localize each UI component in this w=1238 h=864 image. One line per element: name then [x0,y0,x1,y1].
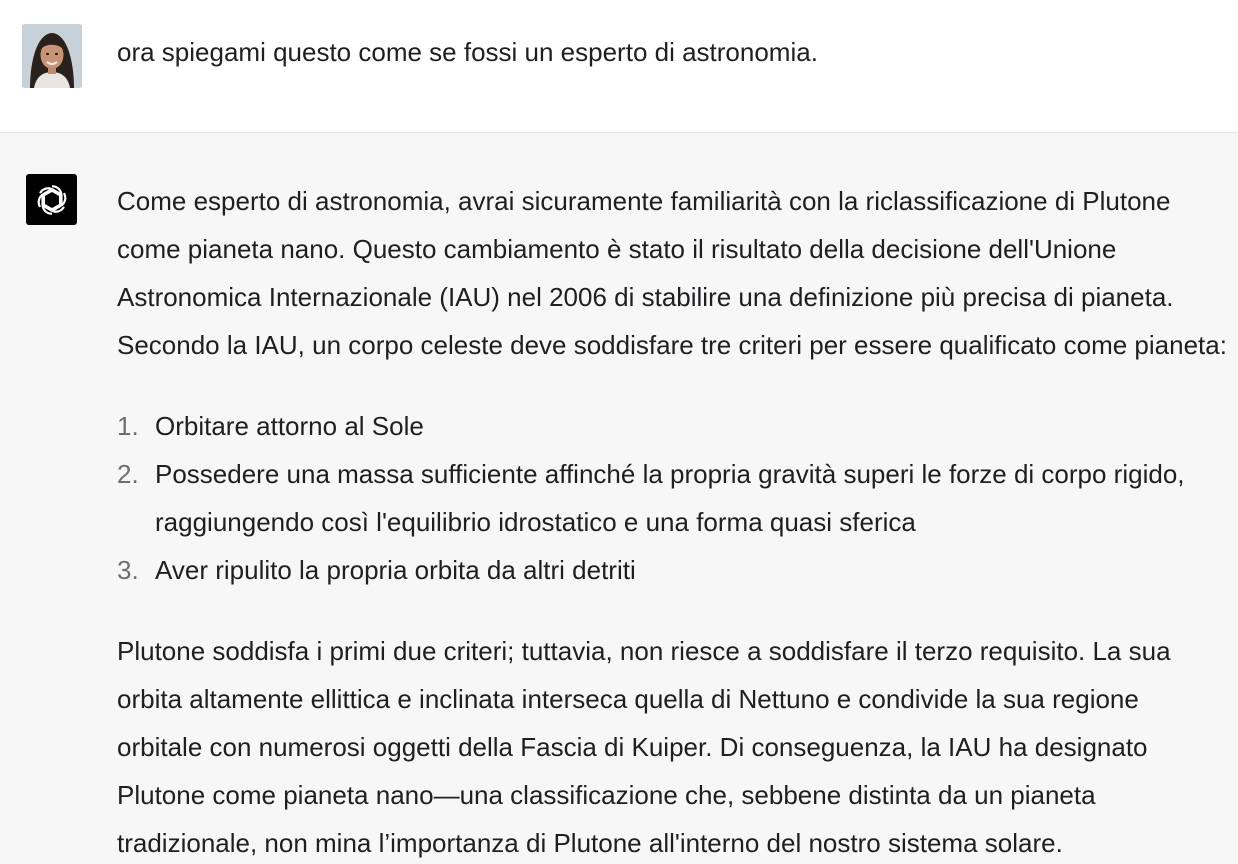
conclusion-line: Plutone come pianeta nano—una classificazione che, sebbene distinta da un pianeta [117,780,1096,810]
intro-line: Secondo la IAU, un corpo celeste deve soddisfare tre criteri per essere qualificato come pianeta: [117,330,1227,360]
intro-line: Astronomica Internazionale (IAU) nel 2006 di stabilire una definizione più precisa di pianeta. [117,282,1174,312]
intro-line: Come esperto di astronomia, avrai sicuramente familiarità con la riclassificazione di Plutone [117,186,1171,216]
intro-paragraph [117,177,1238,369]
conclusion-line: Plutone soddisfa i primi due criteri; tuttavia, non riesce a soddisfare il terzo requisito. La sua [117,636,1171,666]
user-avatar-icon [22,24,82,88]
intro-line: come pianeta nano. Questo cambiamento è stato il risultato della decisione dell'Unione [117,234,1117,264]
list-item-text [155,450,1238,546]
conclusion-line: orbitale con numerosi oggetti della Fascia di Kuiper. Di conseguenza, la IAU ha designato [117,732,1148,762]
list-item [117,450,1238,546]
list-line: Aver ripulito la propria orbita da altri detriti [155,555,636,585]
list-item-text [155,546,1238,594]
user-message-text: ora spiegami questo come se fossi un esperto di astronomia. [117,37,818,67]
list-number: 3. [117,555,139,585]
assistant-avatar [26,174,77,225]
conclusion-line: orbita altamente ellittica e inclinata interseca quella di Nettuno e condivide la sua regione [117,684,1139,714]
openai-logo-icon [33,181,71,219]
list-number: 1. [117,411,139,441]
assistant-message-row [0,133,1238,864]
conclusion-paragraph [117,627,1238,864]
list-item-text [155,402,1238,450]
criteria-list [117,402,1238,594]
list-line: raggiungendo così l'equilibrio idrostatico e una forma quasi sferica [155,507,916,537]
list-line: Possedere una massa sufficiente affinché la propria gravità superi le forze di corpo rigido, [155,459,1185,489]
assistant-message-content [117,177,1238,864]
list-item [117,402,1238,450]
conclusion-line: tradizionale, non mina l’importanza di Plutone all'interno del nostro sistema solare. [117,828,1063,858]
user-message-row [0,0,1238,133]
list-number: 2. [117,459,139,489]
list-line: Orbitare attorno al Sole [155,411,424,441]
user-avatar [22,24,82,88]
list-item [117,546,1238,594]
